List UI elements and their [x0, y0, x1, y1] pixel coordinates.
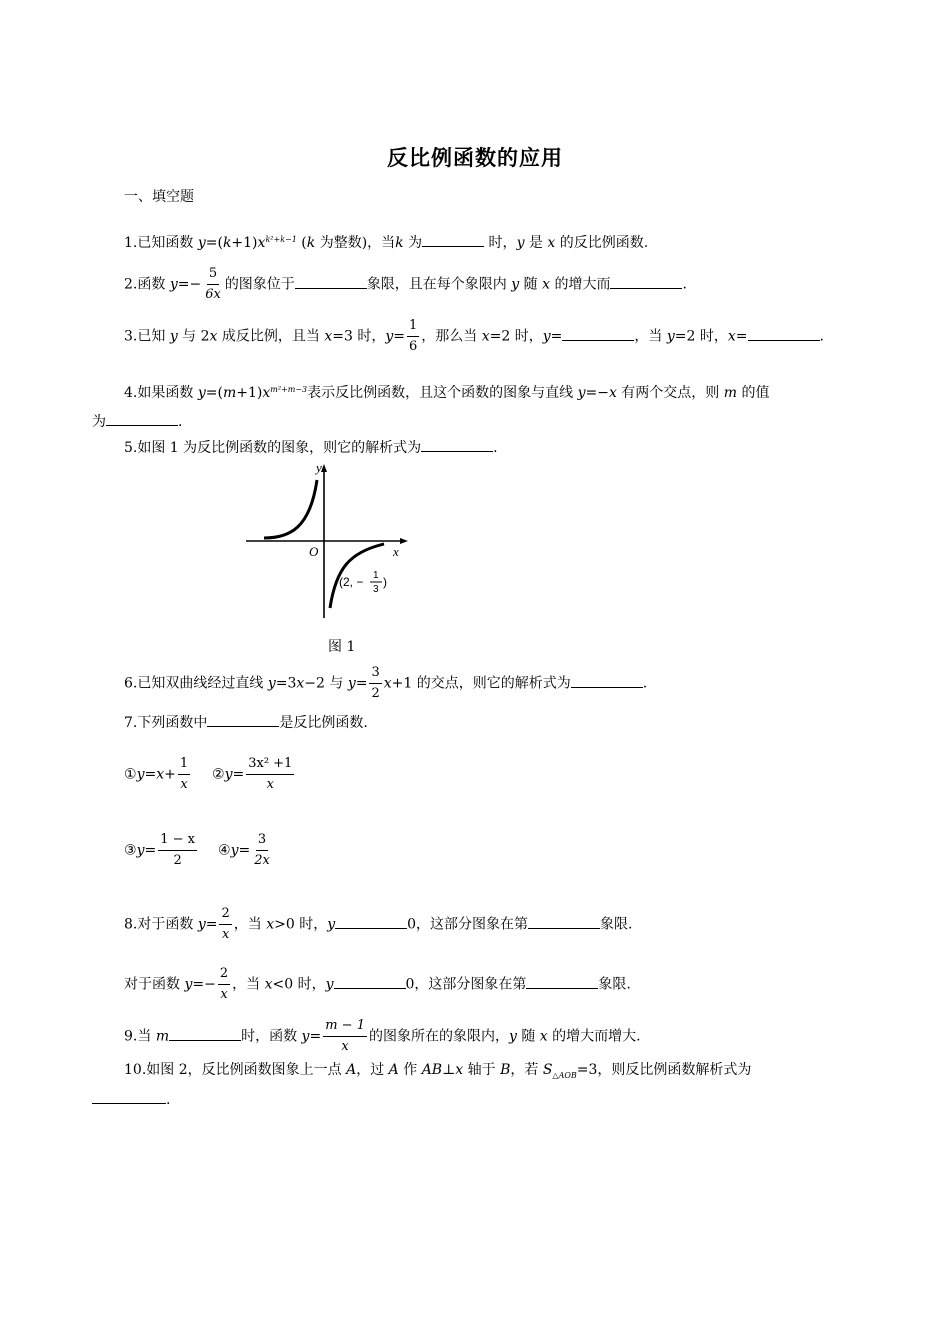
- option-4: ④y= $\frac{3}{2x}$: [218, 832, 270, 868]
- q4-exponent: m²+m−3: [270, 385, 308, 394]
- question-8a: 8.对于函数 y= $\frac{2}{x}$ ，当 x>0 时，y 0，这部分图象在第 象限.: [124, 906, 633, 942]
- point-label-open: (2, −: [339, 575, 364, 589]
- fraction: $\frac{1}{6}$: [409, 318, 418, 354]
- x-axis-arrow: [400, 538, 408, 544]
- y-axis-label: y: [316, 460, 322, 475]
- point-label-numerator: 1: [373, 570, 379, 581]
- answer-blank[interactable]: [92, 1090, 166, 1104]
- answer-blank[interactable]: [207, 713, 279, 727]
- fraction: $\frac{2}{x}$: [219, 966, 229, 1002]
- fraction: $\frac{3}{2x}$: [254, 832, 270, 868]
- q1-exponent: k²+k−1: [265, 235, 297, 244]
- answer-blank[interactable]: [169, 1027, 241, 1041]
- question-5: 5.如图 1 为反比例函数的图象，则它的解析式为 .: [124, 440, 498, 456]
- answer-blank[interactable]: [422, 233, 484, 247]
- page-title: 反比例函数的应用: [387, 145, 563, 170]
- question-3: 3.已知 y 与 2x 成反比例，且当 x=3 时，y= $\frac{1}{6}$ ，那么当 x=2 时，y= ，当 y=2 时，x= .: [124, 318, 824, 354]
- fraction: $\frac{m - 1}{x}$: [325, 1018, 365, 1054]
- question-8b: 对于函数 y=− $\frac{2}{x}$ ，当 x<0 时，y 0，这部分图象在第 象限.: [124, 966, 631, 1002]
- answer-blank[interactable]: [295, 275, 367, 289]
- question-6: 6.已知双曲线经过直线 y=3x−2 与 y= $\frac{3}{2}$ x+1 的交点，则它的解析式为 .: [124, 665, 648, 701]
- question-10: 10.如图 2，反比例函数图象上一点 A，过 A 作 AB⊥x 轴于 B，若 $S_{\triangle AOB}=3$，则反比例函数解析式为: [124, 1062, 752, 1080]
- origin-label: O: [309, 544, 319, 559]
- answer-blank[interactable]: [106, 412, 178, 426]
- question-4: 4.如果函数 $y=(m+1)x^{m^2+m-3}$表示反比例函数，且这个函数的图象与直线 y=−x 有两个交点，则 m 的值: [124, 385, 770, 401]
- y-axis-arrow: [321, 464, 327, 472]
- answer-blank[interactable]: [421, 438, 493, 452]
- fraction: $\frac{\text{3x² +1}}{x}$: [248, 756, 293, 792]
- answer-blank[interactable]: [562, 327, 634, 341]
- question-1: 1.已知函数 $y=(k+1)x^{k^2+k-1}$ (k 为整数)，当k 为 时，y 是 x 的反比例函数.: [124, 235, 649, 251]
- figure-1-caption: 图 1: [328, 639, 356, 655]
- answer-blank[interactable]: [610, 275, 682, 289]
- option-1: ①y=x+ $\frac{1}{x}$: [124, 756, 189, 792]
- curve-branch-upper: [264, 480, 317, 538]
- point-label-denominator: 3: [373, 584, 379, 595]
- option-2: ②y= $\frac{\text{3x² +1}}{x}$: [212, 756, 293, 792]
- x-axis-label: x: [393, 544, 399, 559]
- question-10-cont: .: [92, 1090, 170, 1110]
- question-4-cont: 为 .: [92, 414, 183, 430]
- answer-blank[interactable]: [571, 674, 643, 688]
- point-label-close: ): [383, 575, 387, 589]
- answer-blank[interactable]: [528, 915, 600, 929]
- option-3: ③y= $\frac{1 - x}{2}$: [124, 832, 195, 868]
- fraction: $\frac{2}{x}$: [221, 906, 230, 942]
- answer-blank[interactable]: [526, 975, 598, 989]
- section-heading: 一、填空题: [124, 189, 194, 205]
- fraction: $\frac{5}{6x}$: [205, 266, 221, 302]
- question-7: 7.下列函数中 是反比例函数.: [124, 715, 368, 731]
- fraction: $\frac{1 - x}{2}$: [160, 832, 195, 868]
- answer-blank[interactable]: [335, 915, 407, 929]
- fraction: $\frac{3}{2}$: [371, 665, 380, 701]
- question-9: 9.当 m 时，函数 y= $\frac{m - 1}{x}$ 的图象所在的象限内，y 随 x 的增大而增大.: [124, 1018, 641, 1054]
- question-2: 2.函数 y=− $\frac{5}{6x}$ 的图象位于 象限，且在每个象限内 y 随 x 的增大而 .: [124, 266, 687, 302]
- figure-1-graph: [240, 458, 420, 623]
- answer-blank[interactable]: [334, 975, 406, 989]
- fraction: $\frac{1}{x}$: [179, 756, 189, 792]
- answer-blank[interactable]: [748, 327, 820, 341]
- q1-number: 1.: [124, 235, 138, 251]
